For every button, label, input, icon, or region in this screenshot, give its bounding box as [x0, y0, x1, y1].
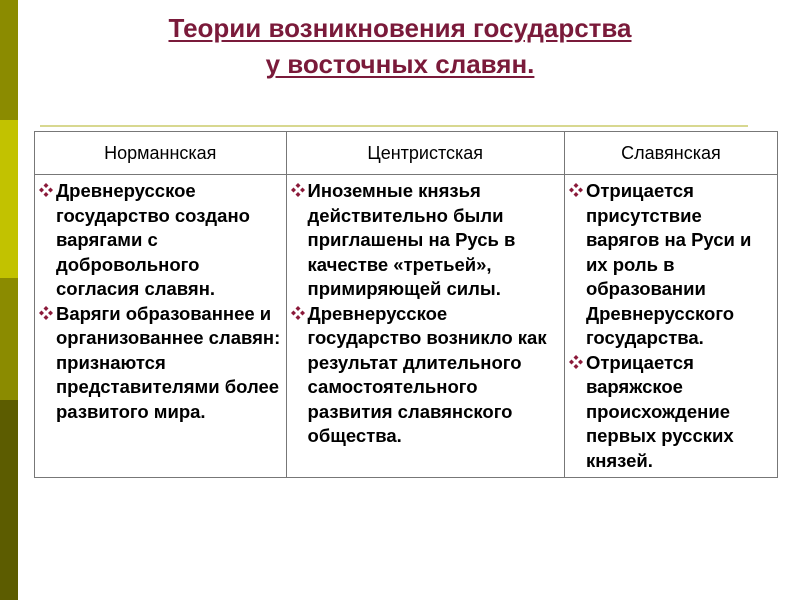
theories-table	[34, 131, 778, 478]
cell-slavic	[564, 175, 777, 478]
decor-strip-top	[0, 0, 18, 120]
diamond-bullet-icon	[569, 355, 583, 369]
diamond-bullet-icon	[39, 183, 53, 197]
decor-strip-lower	[0, 278, 18, 400]
list-item	[39, 179, 282, 302]
item-text: Древнерусское государство возникло как результат длительного самостоятельного развития славянского общества.	[307, 302, 547, 446]
title-line-1: Теории возникновения государства	[168, 13, 632, 43]
item-text: Варяги образованнее и организованнее славян: признаются представителями более развитого мира.	[56, 302, 281, 422]
header-slavic: Славянская	[564, 132, 777, 175]
item-text: Отрицается присутствие варягов на Руси и их роль в образовании Древнерусского государства.	[585, 180, 752, 348]
list-item	[569, 179, 773, 351]
decor-strip-bottom	[0, 400, 18, 600]
decor-strip-mid	[0, 120, 18, 278]
item-text: Отрицается варяжское происхождение первых русских князей.	[585, 351, 734, 471]
cell-norman	[35, 175, 287, 478]
item-text: Древнерусское государство создано варягами с добровольного согласия славян.	[56, 180, 250, 299]
content-row	[35, 175, 778, 478]
header-centrist: Центристская	[286, 132, 564, 175]
header-norman: Норманнская	[35, 132, 287, 175]
cell-centrist	[286, 175, 564, 478]
diamond-bullet-icon	[291, 306, 305, 320]
slide-title	[40, 10, 760, 82]
title-line-2: у восточных славян.	[265, 49, 535, 79]
diamond-bullet-icon	[39, 306, 53, 320]
list-item	[291, 302, 560, 449]
list-item	[39, 302, 282, 425]
list-item	[569, 351, 773, 474]
diamond-bullet-icon	[291, 183, 305, 197]
list-item	[291, 179, 560, 302]
diamond-bullet-icon	[569, 183, 583, 197]
item-text: Иноземные князья действительно были приглашены на Русь в качестве «третьей», примиряющей силы.	[307, 180, 516, 299]
title-divider	[40, 125, 748, 127]
header-row	[35, 132, 778, 175]
